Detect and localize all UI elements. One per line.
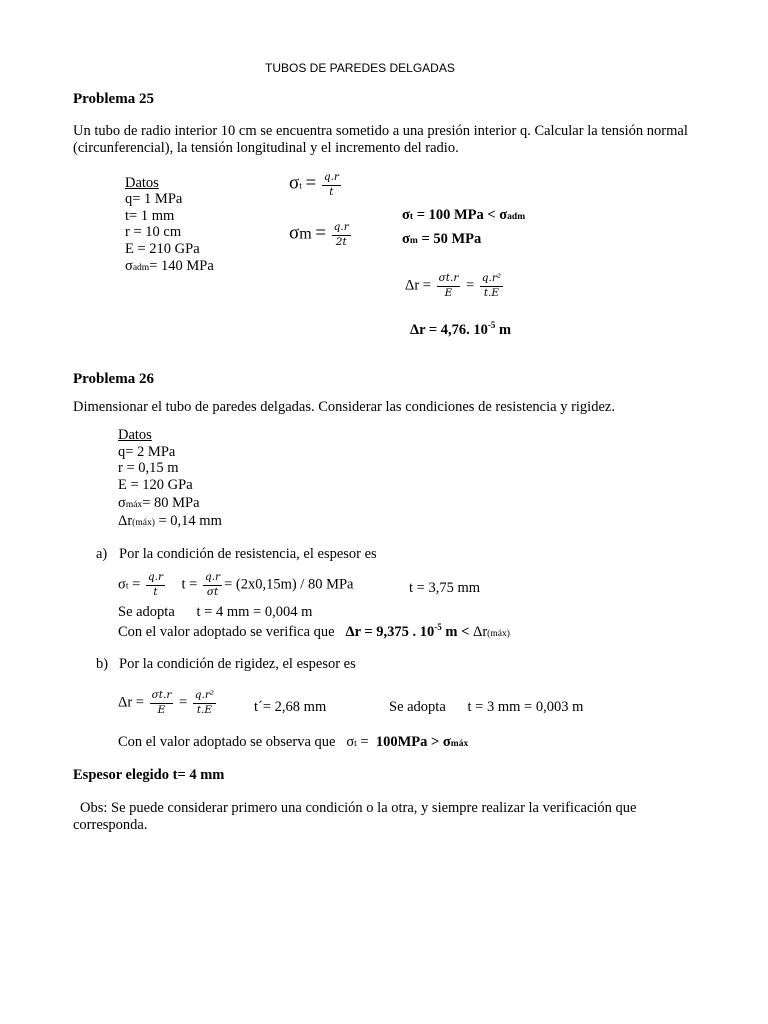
p25-datos-title: Datos	[125, 175, 159, 191]
p25-result-sigma-m: σm = 50 MPa	[402, 231, 482, 247]
p25-dato-r: r = 10 cm	[125, 224, 182, 240]
problem-26-statement: Dimensionar el tubo de paredes delgadas. Considerar las condiciones de resistencia y rigidez.	[73, 399, 615, 415]
page-title: TUBOS DE PAREDES DELGADAS	[265, 61, 455, 75]
p26-dato-delta-r-max: Δr(máx) = 0,14 mm	[118, 513, 222, 529]
p26-b-adopt: Se adopta t = 3 mm = 0,003 m	[389, 699, 584, 715]
p26-dato-sigma-max: σmáx= 80 MPa	[118, 495, 200, 511]
p25-formula-delta-r: Δr = $\frac{\sigma t.r}{E}$ = $\frac{\text{q.r²}}{t.E}$	[405, 272, 502, 299]
p26-a-formula: σt = $\frac{q.r}{t}$ t = $\frac{q.r}{\sigma t}$ = (2x0,15m) / 80 MPa	[118, 571, 354, 598]
espesor-elegido: Espesor elegido t= 4 mm	[73, 767, 225, 783]
p25-formula-sigma-m: σm = $\frac{q.r}{2t}$	[289, 221, 349, 248]
p26-dato-e: E = 120 GPa	[118, 477, 193, 493]
observation-note: Obs: Se puede considerar primero una condición o la otra, y siempre realizar la verificación que corresponda.	[73, 800, 637, 834]
p26-dato-q: q= 2 MPa	[118, 444, 176, 460]
p26-b-formula: Δr = $\frac{\sigma t.r}{E}$ = $\frac{\text{q.r²}}{t.E}$	[118, 689, 215, 716]
p25-result-sigma-t: σt = 100 MPa < σadm	[402, 207, 526, 223]
p26-a-t-result: t = 3,75 mm	[409, 580, 481, 596]
p25-dato-e: E = 210 GPa	[125, 241, 200, 257]
p26-b-text: Por la condición de rigidez, el espesor es	[119, 656, 356, 672]
p26-dato-r: r = 0,15 m	[118, 460, 179, 476]
p26-b-label: b)	[96, 656, 109, 672]
p25-result-delta-r: Δr = 4,76. $10^{-5}$ m	[410, 320, 512, 338]
p25-formula-sigma-t: σt = $\frac{q.r}{t}$	[289, 171, 339, 198]
p26-a-text: Por la condición de resistencia, el espesor es	[119, 546, 377, 562]
p26-b-observe: Con el valor adoptado se observa que σt = 100MPa > σmáx	[118, 734, 469, 750]
problem-25-heading: Problema 25	[73, 91, 154, 107]
p25-dato-sigma-adm: σadm= 140 MPa	[125, 258, 214, 274]
p25-dato-t: t= 1 mm	[125, 208, 175, 224]
p26-b-t-result: t´= 2,68 mm	[254, 699, 327, 715]
p25-dato-q: q= 1 MPa	[125, 191, 183, 207]
p26-a-adopt: Se adopta t = 4 mm = 0,004 m	[118, 604, 313, 620]
p26-a-verify: Con el valor adoptado se verifica que Δr = 9,375 . $10^{-5}$ m < Δr(máx)	[118, 622, 510, 640]
p26-a-label: a)	[96, 546, 108, 562]
problem-26-heading: Problema 26	[73, 371, 154, 387]
problem-25-statement: Un tubo de radio interior 10 cm se encuentra sometido a una presión interior q. Calcular la tensión normal (circunferencial), la tensión longitudinal y el incremento del radio.	[73, 123, 688, 157]
p26-datos-title: Datos	[118, 427, 152, 443]
